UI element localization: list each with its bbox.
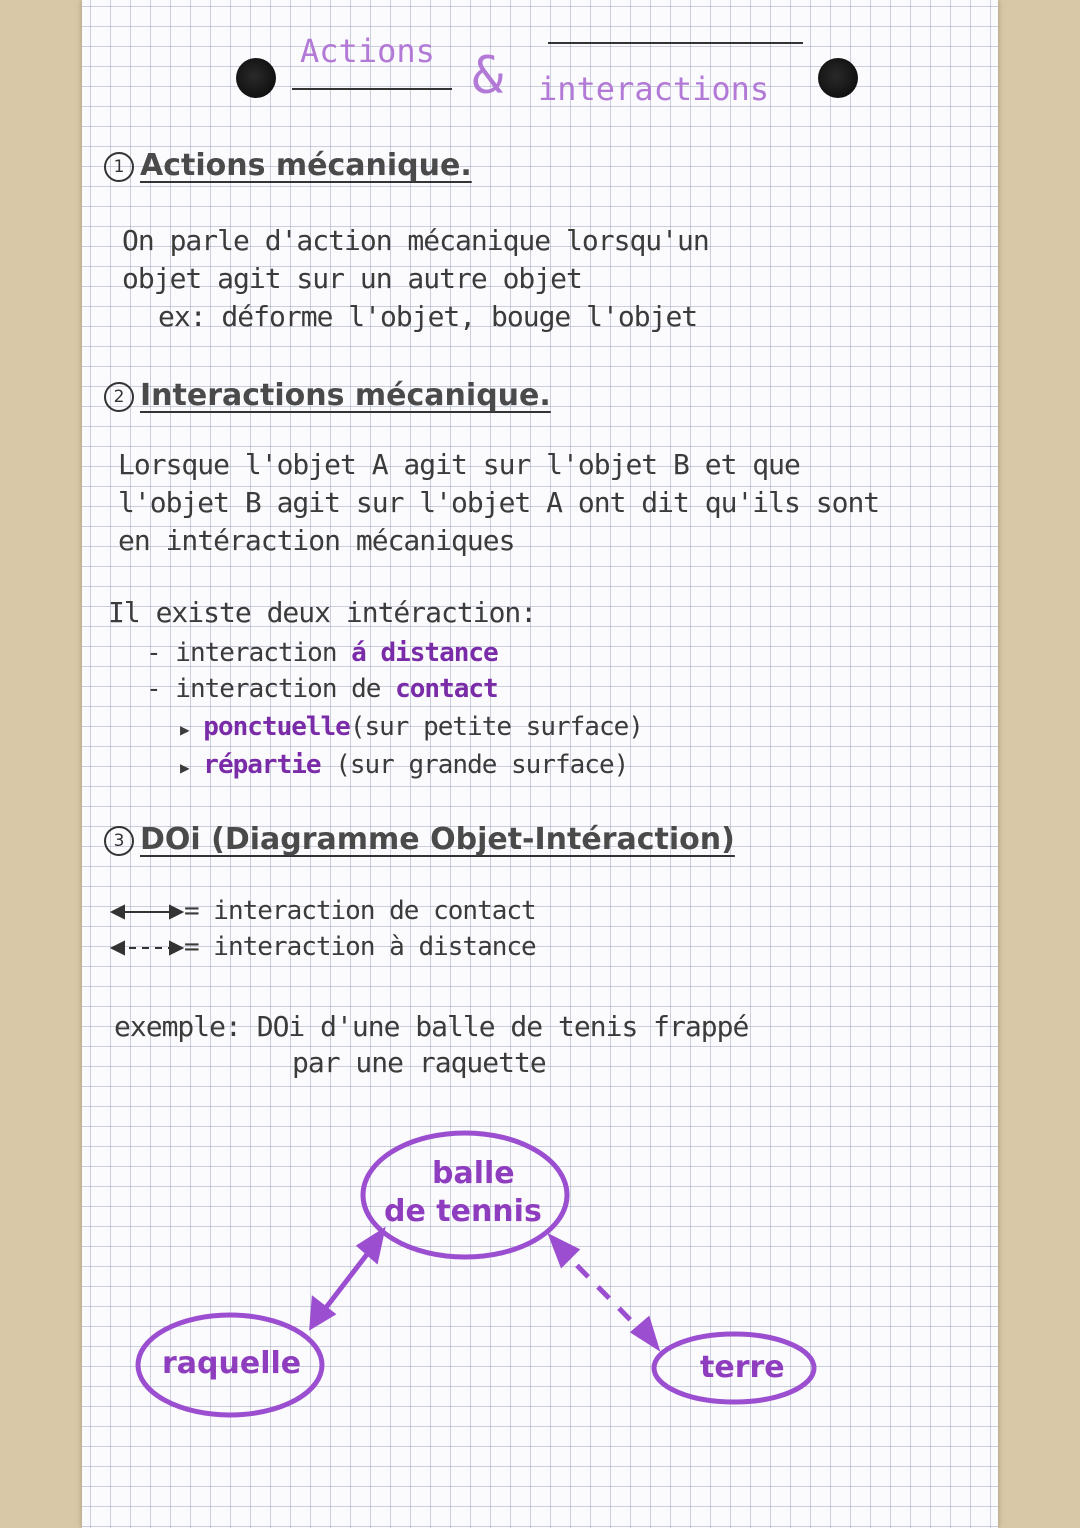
sub1-rest: (sur petite surface): [349, 712, 643, 742]
triangle-bullet-icon: ▶: [180, 720, 189, 739]
section2-number: 2: [104, 382, 134, 412]
section2-line-3: en intéraction mécaniques: [118, 524, 515, 557]
page-title-actions: Actions: [300, 32, 435, 70]
legend-contact: = interaction de contact: [184, 896, 536, 926]
sub2-emphasis: répartie: [203, 750, 321, 780]
sub2-rest: (sur grande surface): [335, 750, 629, 780]
item2-emphasis: contact: [395, 674, 498, 704]
section1-line-3: ex: déforme l'objet, bouge l'objet: [158, 300, 698, 333]
section2-line-1: Lorsque l'objet A agit sur l'objet B et que: [118, 448, 800, 481]
section2-heading-text: Interactions mécanique.: [140, 378, 551, 413]
item1-emphasis: á distance: [351, 638, 498, 668]
section3-heading-text: DOi (Diagramme Objet-Intéraction): [140, 822, 735, 857]
page-title-interactions: interactions: [538, 70, 770, 108]
distance-arrow-head-ball: [552, 1238, 576, 1264]
section3-number: 3: [104, 826, 134, 856]
page-title-ampersand: &: [472, 46, 504, 106]
earth-node-label: terre: [700, 1350, 785, 1385]
ball-node-label-2: de tennis: [384, 1194, 542, 1229]
legend-distance: = interaction à distance: [184, 932, 536, 962]
interaction-types-intro: Il existe deux intéraction:: [108, 596, 537, 629]
section2-line-2: l'objet B agit sur l'objet A ont dit qu'ils sont: [118, 486, 880, 519]
item2-prefix: - interaction de: [146, 674, 381, 704]
section1-line-1: On parle d'action mécanique lorsqu'un: [122, 224, 709, 257]
item1-prefix: - interaction: [146, 638, 337, 668]
racket-node-label: raquelle: [162, 1346, 302, 1381]
section1-number: 1: [104, 152, 134, 182]
ball-node-label-1: balle: [432, 1156, 515, 1191]
sub1-emphasis: ponctuelle: [203, 712, 350, 742]
section1-heading-text: Actions mécanique.: [140, 148, 472, 183]
distance-arrow-head-earth: [634, 1320, 656, 1346]
example-line-2: par une raquette: [292, 1046, 546, 1079]
section1-line-2: objet agit sur un autre objet: [122, 262, 582, 295]
example-line-1: exemple: DOi d'une balle de tenis frappé: [114, 1010, 749, 1043]
triangle-bullet-icon: ▶: [180, 758, 189, 777]
